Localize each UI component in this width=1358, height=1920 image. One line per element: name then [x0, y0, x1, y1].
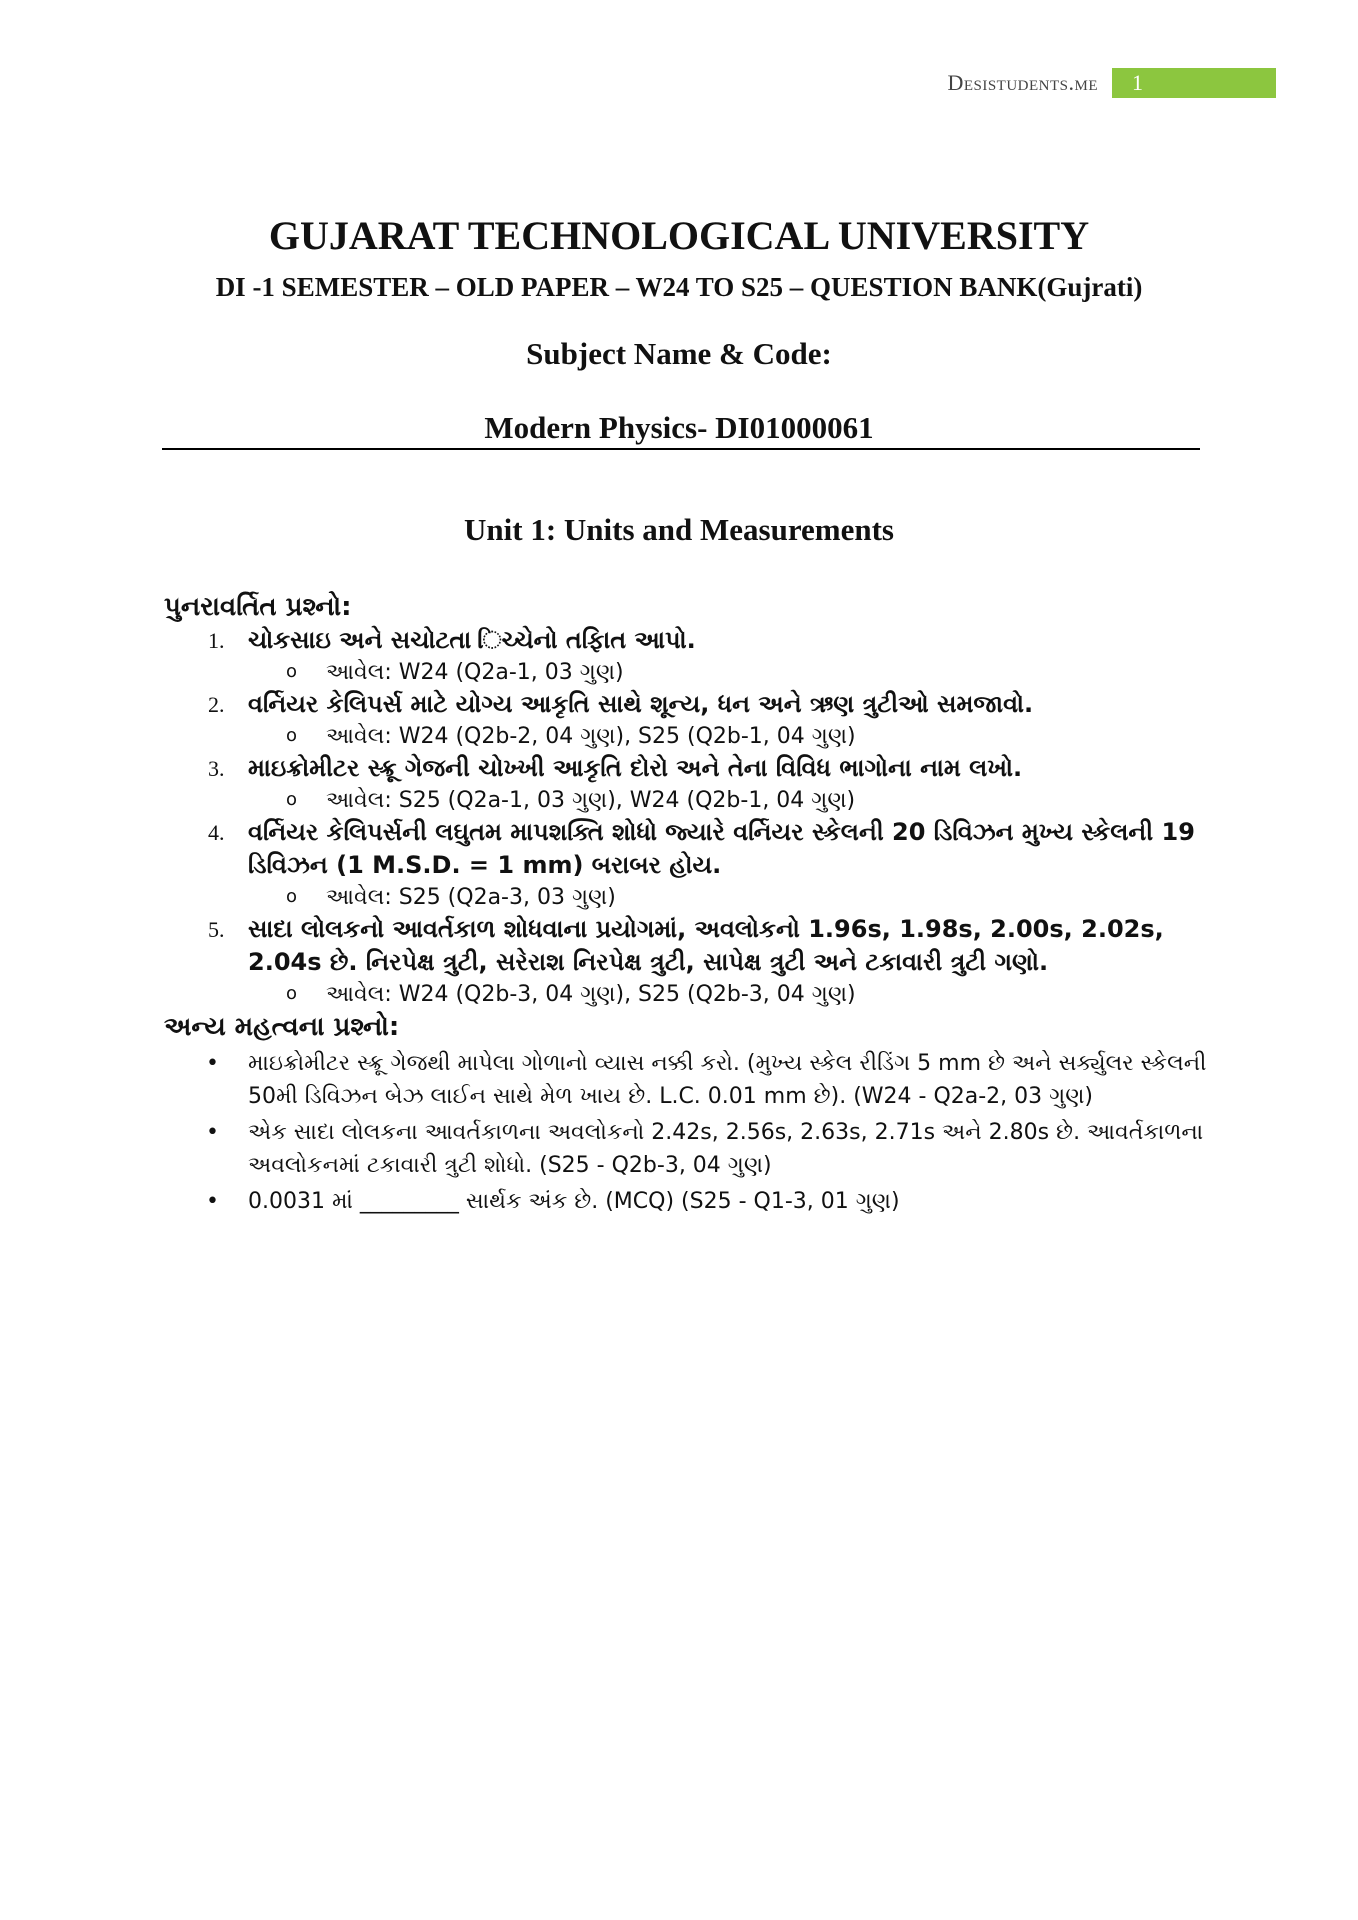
list-item-text: એક સાદા લોલકના આવર્તકાળના અવલોકનો 2.42s, 2.56s, 2.63s, 2.71s અને 2.80s છે. આવર્તકાળના અવલોકનમાં ટકાવારી ત્રુટી શોધો. (S25 - Q2b-3, 04 ગુણ) [248, 1120, 1204, 1178]
list-item [164, 1047, 1214, 1113]
university-title: GUJARAT TECHNOLOGICAL UNIVERSITY [268, 213, 1090, 258]
question-item [164, 624, 1214, 657]
list-item-text: માઇક્રોમીટર સ્ક્રૂ ગેજથી માપેલા ગોળાનો વ્યાસ નક્કી કરો. (મુખ્ય સ્કેલ રીડિંગ 5 mm છે અને સર્ક્યુલર સ્કેલની 50મી ડિવિઝન બેઝ લાઈન સાથે મેળ ખાય છે. L.C. 0.01 mm છે). (W24 - Q2a-2, 03 ગુણ) [248, 1051, 1207, 1109]
other-questions-list [164, 1047, 1214, 1218]
question-text: વર્નિયર કેલિપર્સની લઘુતમ માપશક્તિ શોધો જ્યારે વર્નિયર સ્કેલની 20 ડિવિઝન મુખ્ય સ્કેલની 19 ડિવિઝન (1 M.S.D. = 1 mm) બરાબર હોય. [248, 818, 1195, 879]
document-subtitle: DI -1 SEMESTER – OLD PAPER – W24 TO S25 – QUESTION BANK(Gujrati) [215, 272, 1143, 302]
asked-in [164, 882, 1214, 913]
repeated-questions-heading: પુનરાવર્તિત પ્રશ્નો: [164, 592, 352, 622]
question-text: માઇક્રોમીટર સ્ક્રૂ ગેજની ચોખ્ખી આકૃતિ દોરો અને તેના વિવિધ ભાગોના નામ લખો. [248, 754, 1023, 782]
asked-in [164, 979, 1214, 1010]
asked-in-text: આવેલ: W24 (Q2b-2, 04 ગુણ), S25 (Q2b-1, 04 ગુણ) [326, 724, 856, 749]
circle-bullet-icon: o [286, 661, 298, 682]
asked-in-text: આવેલ: W24 (Q2b-3, 04 ગુણ), S25 (Q2b-3, 04 ગુણ) [326, 982, 856, 1007]
question-text: વર્નિયર કેલિપર્સ માટે યોગ્ય આકૃતિ સાથે શૂન્ય, ધન અને ઋણ ત્રુટીઓ સમજાવો. [248, 690, 1034, 718]
question-number: 3. [208, 756, 225, 781]
repeated-questions-list [164, 624, 1214, 1010]
bullet-icon: • [206, 1189, 219, 1214]
subject-label: Subject Name & Code: [526, 336, 832, 371]
asked-in-text: આવેલ: S25 (Q2a-3, 03 ગુણ) [326, 885, 616, 910]
list-item-text: 0.0031 માં _________ સાર્થક અંક છે. (MCQ) (S25 - Q1-3, 01 ગુણ) [248, 1189, 900, 1214]
circle-bullet-icon: o [286, 983, 298, 1004]
page-number: 1 [1112, 68, 1276, 98]
asked-in [164, 785, 1214, 816]
question-number: 4. [208, 820, 225, 845]
question-item [164, 752, 1214, 785]
asked-in [164, 657, 1214, 688]
question-number: 2. [208, 692, 225, 717]
question-content [164, 590, 1214, 1218]
page-header [947, 68, 1276, 98]
asked-in-text: આવેલ: W24 (Q2a-1, 03 ગુણ) [326, 660, 624, 685]
bullet-icon: • [206, 1051, 219, 1076]
question-number: 5. [208, 917, 225, 942]
question-text: ચોકસાઇ અને સચોટતા િચ્ચેનો તફાિત આપો. [248, 626, 696, 654]
subject-name: Modern Physics- DI01000061 [484, 410, 874, 445]
circle-bullet-icon: o [286, 725, 298, 746]
circle-bullet-icon: o [286, 886, 298, 907]
list-item [164, 1116, 1214, 1182]
asked-in-text: આવેલ: S25 (Q2a-1, 03 ગુણ), W24 (Q2b-1, 04 ગુણ) [326, 788, 856, 813]
bullet-icon: • [206, 1120, 219, 1145]
list-item [164, 1185, 1214, 1218]
divider-line [162, 448, 1200, 450]
other-questions-heading: અન્ય મહત્વના પ્રશ્નો: [164, 1012, 400, 1042]
question-item [164, 816, 1214, 882]
question-item [164, 688, 1214, 721]
site-name: Desistudents.me [947, 70, 1098, 95]
asked-in [164, 721, 1214, 752]
circle-bullet-icon: o [286, 789, 298, 810]
unit-title: Unit 1: Units and Measurements [464, 512, 894, 547]
question-text: સાદા લોલકનો આવર્તકાળ શોધવાના પ્રયોગમાં, અવલોકનો 1.96s, 1.98s, 2.00s, 2.02s, 2.04s છે. નિરપેક્ષ ત્રુટી, સરેરાશ નિરપેક્ષ ત્રુટી, સાપેક્ષ ત્રુટી અને ટકાવારી ત્રુટી ગણો. [248, 915, 1164, 976]
question-item [164, 913, 1214, 979]
question-number: 1. [208, 628, 225, 653]
